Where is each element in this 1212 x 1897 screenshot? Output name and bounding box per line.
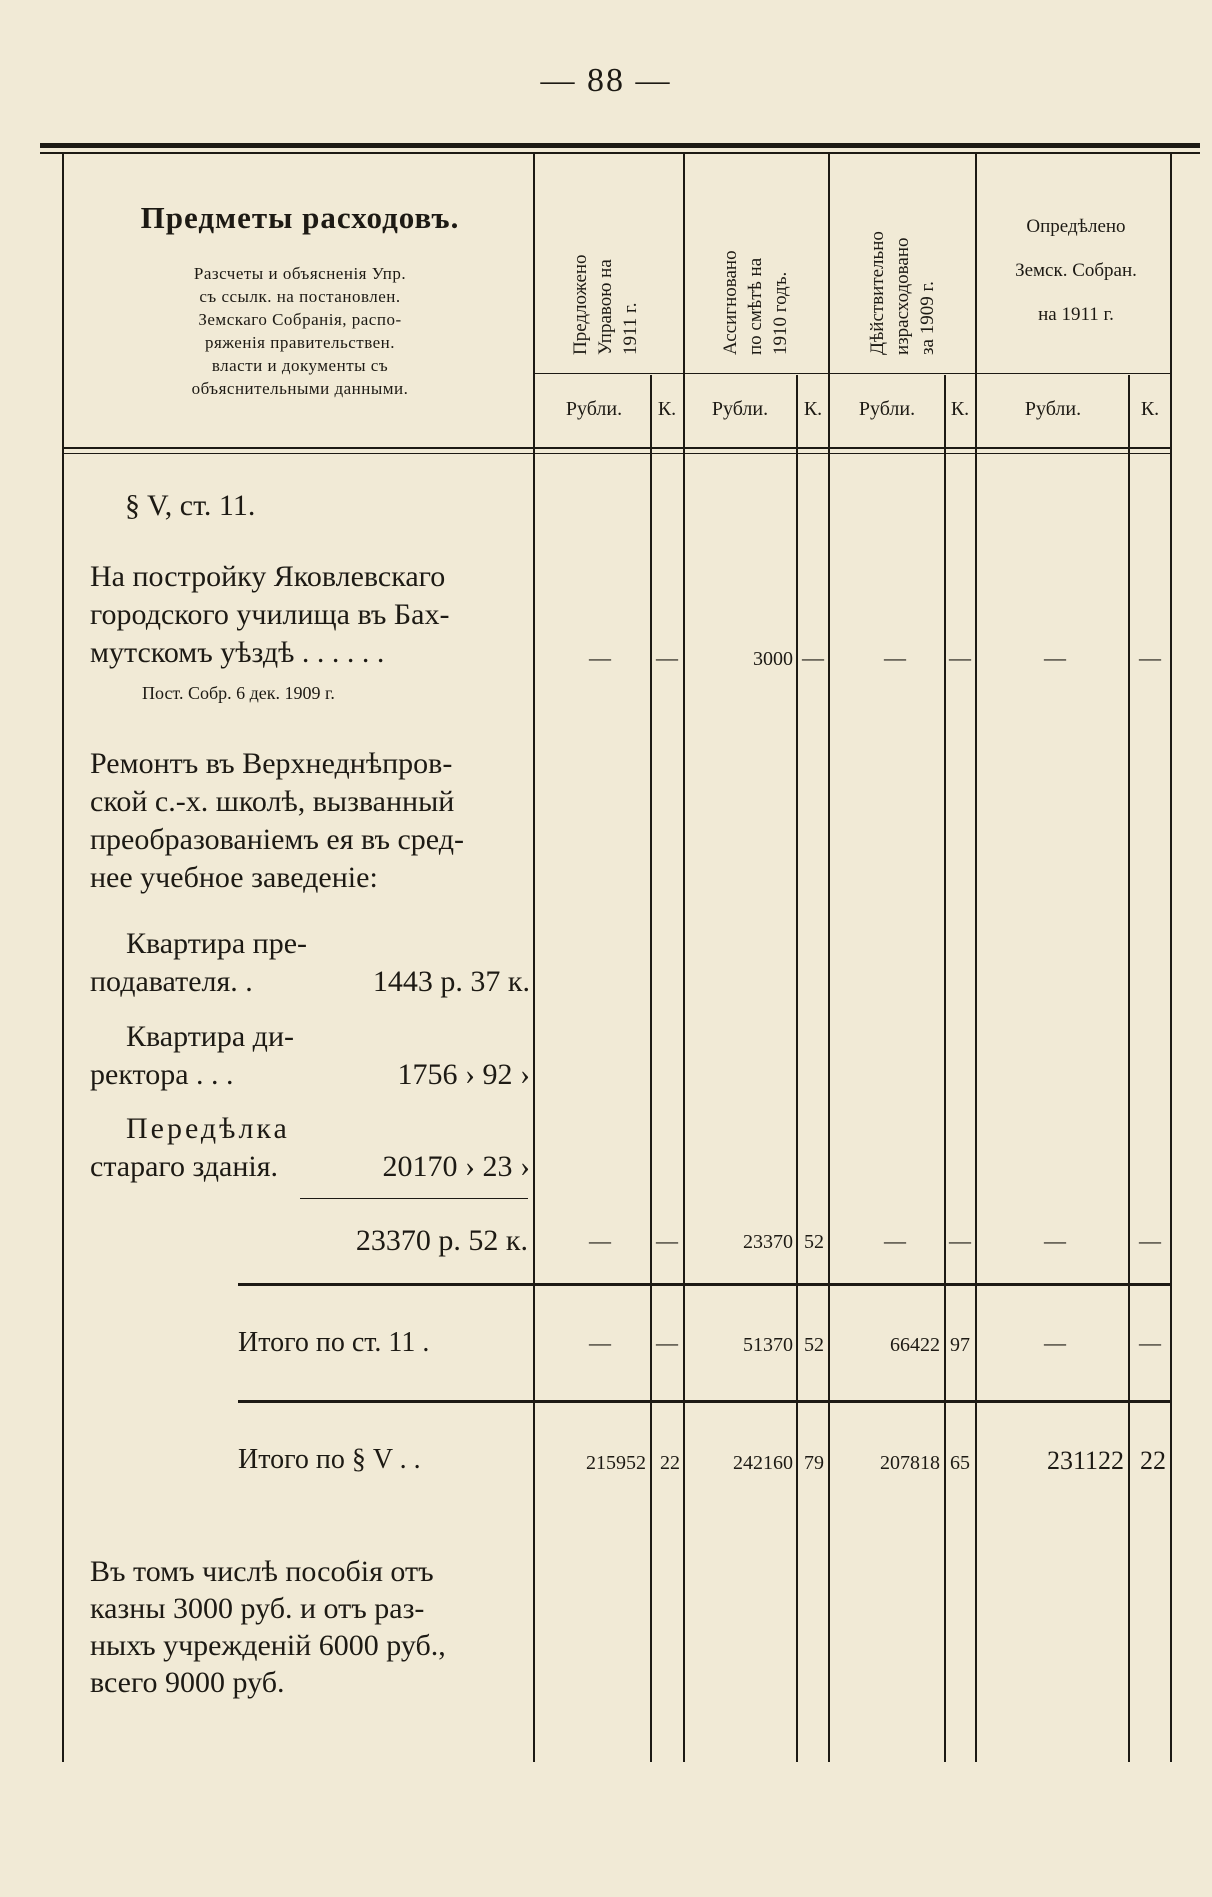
col-header-assigned: Ассигновано по смѣтѣ на 1910 годъ. (720, 250, 791, 355)
section-total-proposed-rub: 215952 (586, 1452, 646, 1474)
col-divider-assigned-kop (796, 375, 798, 1762)
item1-defined-kop: — (1139, 645, 1161, 670)
item1-proposed-rub: — (589, 645, 611, 670)
unit-rub-proposed: Рубли. (565, 398, 623, 420)
item1-text: На постройку Яковлевскаго городского училища въ Бах- мутскомъ уѣздѣ . . . . . . (90, 560, 450, 669)
section-heading: § V, ст. 11. (125, 489, 256, 522)
col-header-proposed: Предложено Управою на 1911 г. (570, 254, 641, 355)
section-total-label: Итого по § V . . (238, 1444, 421, 1475)
border-left (62, 154, 64, 1762)
col-header-defined: Опредѣлено Земск. Собран. на 1911 г. (1015, 216, 1137, 325)
item2-assigned-kop: 52 (804, 1231, 824, 1253)
item2-total: 23370 р. 52 к. (355, 1224, 528, 1257)
article-total-label: Итого по ст. 11 . (238, 1327, 430, 1358)
article-total-assigned-kop: 52 (804, 1334, 824, 1356)
item1-reference: Пост. Собр. 6 дек. 1909 г. (142, 683, 335, 703)
unit-rub-defined: Рубли. (1024, 398, 1082, 420)
item1-actual-rub: — (884, 645, 906, 670)
page-number: — 88 — (540, 62, 672, 99)
top-rule (40, 143, 1200, 148)
unit-rub-actual: Рубли. (858, 398, 916, 420)
item1-proposed-kop: — (656, 645, 678, 670)
header-bottom-rule-2 (62, 453, 1172, 454)
column-title: Предметы расходовъ. (140, 200, 460, 235)
item2-defined-kop: — (1139, 1228, 1161, 1253)
article-total-defined-rub: — (1044, 1330, 1066, 1355)
col-divider-defined (975, 154, 977, 1762)
col-header-actual: Дѣйствительно израсходовано за 1909 г. (867, 231, 938, 355)
section-total-defined-kop: 22 (1140, 1446, 1166, 1475)
article-total-rule (238, 1283, 1170, 1286)
unit-kop-defined: К. (1140, 398, 1160, 420)
item2-sub2: Квартира ди- ректора . . . 1756 › 92 › (90, 1020, 530, 1091)
item2-sub3: Передѣлка стараго зданія. 20170 › 23 › (90, 1112, 530, 1183)
section-total-assigned-rub: 242160 (733, 1452, 793, 1474)
unit-rub-assigned: Рубли. (711, 398, 769, 420)
item1-actual-kop: — (949, 645, 971, 670)
header-bottom-rule (62, 447, 1172, 449)
item2-proposed-rub: — (589, 1228, 611, 1253)
column-description: Разсчеты и объясненія Упр. съ ссылк. на постановлен. Земскаго Собранія, распо- ряженія правительствен. власти и документы съ объяснительными данными. (191, 264, 409, 398)
unit-kop-assigned: К. (803, 398, 823, 420)
section-total-assigned-kop: 79 (804, 1452, 824, 1474)
unit-kop-proposed: К. (657, 398, 677, 420)
col-divider-actual-kop (944, 375, 946, 1762)
item2-sum-rule (300, 1198, 528, 1199)
section-total-rule (238, 1400, 1170, 1403)
item2-proposed-kop: — (656, 1228, 678, 1253)
section-total-defined-rub: 231122 (1046, 1446, 1124, 1475)
item2-actual-rub: — (884, 1228, 906, 1253)
col-divider-defined-kop (1128, 375, 1130, 1762)
section-total-actual-rub: 207818 (880, 1452, 940, 1474)
article-total-defined-kop: — (1139, 1330, 1161, 1355)
col-divider-proposed-kop (650, 375, 652, 1762)
section-total-proposed-kop: 22 (660, 1452, 680, 1474)
item2-text: Ремонтъ въ Верхнеднѣпров- ской с.-х. школѣ, вызванный преобразованіемъ ея въ сред- нее учебное заведеніе: (90, 747, 464, 894)
header-unit-rule (533, 373, 1172, 374)
item1-assigned-kop: — (802, 645, 824, 670)
col-divider-actual (828, 154, 830, 1762)
article-total-assigned-rub: 51370 (743, 1334, 793, 1356)
article-total-proposed-rub: — (589, 1330, 611, 1355)
border-right (1170, 154, 1172, 1762)
col-divider-assigned (683, 154, 685, 1762)
item1-assigned-rub: 3000 (753, 648, 793, 670)
item2-defined-rub: — (1044, 1228, 1066, 1253)
article-total-proposed-kop: — (656, 1330, 678, 1355)
subsidy-note: Въ томъ числѣ пособія отъ казны 3000 руб. и отъ раз- ныхъ учрежденій 6000 руб., всего 9000 руб. (90, 1555, 446, 1699)
article-total-actual-kop: 97 (950, 1334, 970, 1356)
item2-assigned-rub: 23370 (743, 1231, 793, 1253)
item2-actual-kop: — (949, 1228, 971, 1253)
item1-defined-rub: — (1044, 645, 1066, 670)
top-rule-thin (40, 152, 1200, 154)
section-total-actual-kop: 65 (950, 1452, 970, 1474)
article-total-actual-rub: 66422 (890, 1334, 940, 1356)
item2-sub1: Квартира пре- подавателя. . 1443 р. 37 к. (90, 927, 530, 998)
col-divider-desc (533, 154, 535, 1762)
unit-kop-actual: К. (950, 398, 970, 420)
